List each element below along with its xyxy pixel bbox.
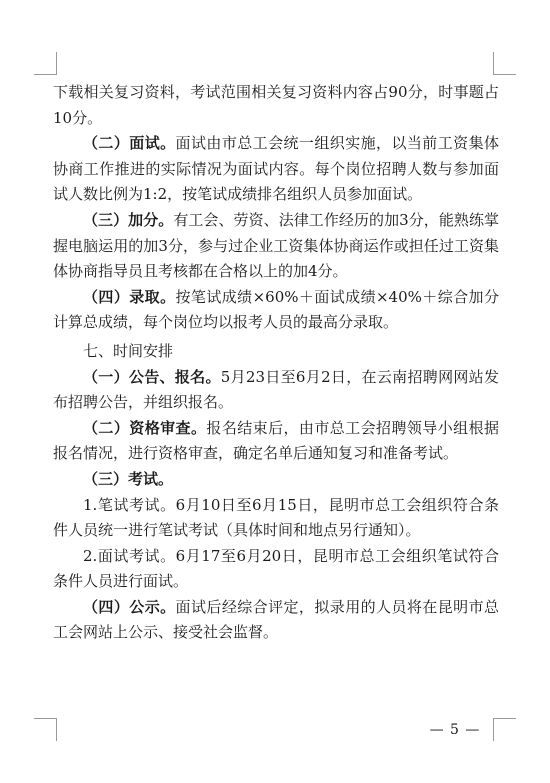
- paragraph-text: 5月23日至6月2日，在云南招聘网网站发布招聘公告，并组织报名。: [53, 367, 499, 412]
- paragraph-lead: （一）公告、报名。: [83, 367, 221, 386]
- paragraph-announcement: [53, 365, 499, 416]
- paragraph-text: 1.笔试考试。6月10日至6月15日，昆明市总工会组织符合条件人员统一进行笔试考试（具体时间和地点另行通知）。: [53, 495, 499, 540]
- paragraph-text: 有工会、劳资、法律工作经历的加3分，能熟练掌握电脑运用的加3分，参与过企业工资集体协商运作或担任过工资集体协商指导员且考核都在合格以上的加4分。: [53, 210, 499, 281]
- document-body: [53, 80, 499, 646]
- paragraph-admission: [53, 285, 499, 336]
- paragraph-text: 面试后经综合评定，拟录用的人员将在昆明市总工会网站上公示、接受社会监督。: [53, 597, 499, 642]
- paragraph-lead: （四）公示。: [83, 597, 176, 616]
- section-heading-schedule: [53, 339, 499, 365]
- paragraph-lead: （三）加分。: [83, 210, 174, 229]
- paragraph-lead: （三）考试。: [83, 469, 174, 488]
- crop-mark-bottom-left: [34, 718, 57, 741]
- paragraph-lead: （二）面试。: [83, 134, 176, 153]
- paragraph-text: 下载相关复习资料，考试范围相关复习资料内容占90分，时事题占10分。: [53, 83, 499, 127]
- paragraph-lead: （二）资格审查。: [83, 418, 207, 437]
- paragraph-text: 报名结束后，由市总工会招聘领导小组根据报名情况，进行资格审查，确定名单后通知复习和准备考试。: [53, 418, 499, 463]
- paragraph-interview-exam: [53, 544, 499, 595]
- paragraph-text: 按笔试成绩×60%＋面试成绩×40%＋综合加分计算总成绩，每个岗位均以报考人员的最高分录取。: [53, 287, 499, 332]
- paragraph-exam-scope: [53, 80, 499, 131]
- paragraph-exam: [53, 467, 499, 493]
- paragraph-text: 2.面试考试。6月17至6月20日，昆明市总工会组织笔试符合条件人员进行面试。: [53, 546, 499, 591]
- crop-mark-bottom-right: [493, 718, 516, 741]
- section-heading-text: 七、时间安排: [83, 341, 174, 360]
- paragraph-written-exam: [53, 493, 499, 544]
- paragraph-interview: [53, 131, 499, 208]
- paragraph-bonus-points: [53, 208, 499, 285]
- crop-mark-top-right: [493, 52, 516, 75]
- paragraph-lead: （四）录取。: [83, 287, 176, 306]
- paragraph-qualification-review: [53, 416, 499, 467]
- crop-mark-top-left: [34, 52, 57, 75]
- paragraph-publicity: [53, 595, 499, 646]
- paragraph-text: 面试由市总工会统一组织实施，以当前工资集体协商工作推进的实际情况为面试内容。每个岗位招聘人数与参加面试人数比例为1:2，按笔试成绩排名组织人员参加面试。: [53, 134, 499, 204]
- page-number: — 5 —: [429, 722, 481, 738]
